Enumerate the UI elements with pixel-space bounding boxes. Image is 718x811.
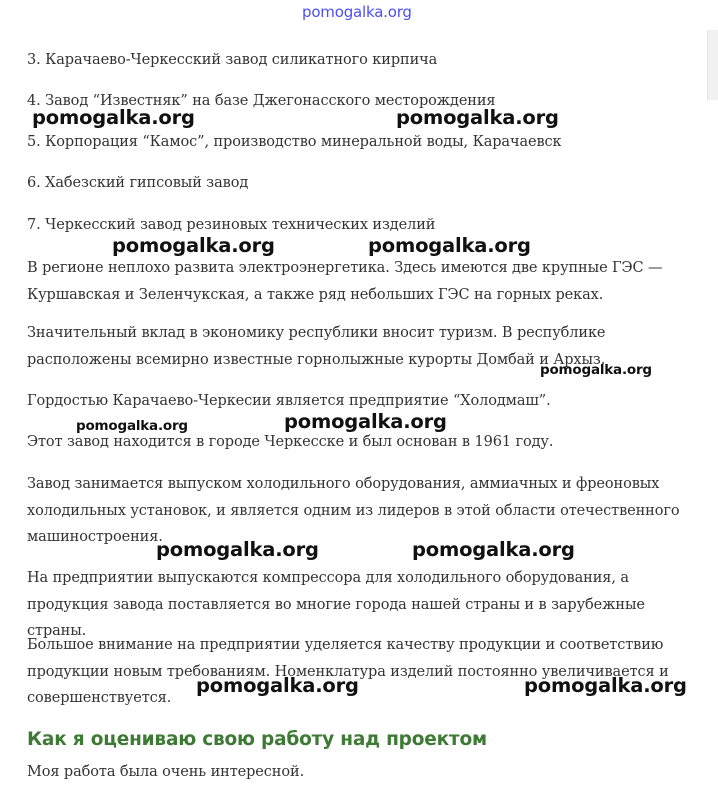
paragraph-compressors: На предприятии выпускаются компрессора для холодильного оборудования, а продукция завода поставляется во многие города нашей страны и в зарубежные страны. xyxy=(27,570,645,639)
list-item: 5. Корпорация “Камос”, производство минеральной воды, Карачаевск xyxy=(27,134,562,150)
watermark-top: pomogalka.org xyxy=(302,3,412,21)
watermark: pomogalka.org xyxy=(412,538,575,561)
paragraph-quality: Большое внимание на предприятии уделяется качеству продукции и соответствию продукции новым требованиям. Номенклатура изделий постоянно увеличивается и совершенствуется. xyxy=(27,637,669,706)
watermark: pomogalka.org xyxy=(524,674,687,697)
list-item: 6. Хабезский гипсовый завод xyxy=(27,175,249,191)
watermark: pomogalka.org xyxy=(76,418,188,434)
list-item: 3. Карачаево-Черкесский завод силикатного кирпича xyxy=(27,52,438,68)
watermark: pomogalka.org xyxy=(396,106,559,129)
paragraph-energy: В регионе неплохо развита электроэнергетика. Здесь имеются две крупные ГЭС — Куршавская и Зеленчукская, а также ряд небольших ГЭС на горных реках. xyxy=(27,260,663,303)
watermark: pomogalka.org xyxy=(540,362,652,378)
watermark: pomogalka.org xyxy=(284,410,447,433)
section-heading: Как я оцениваю свою работу над проектом xyxy=(27,729,487,750)
watermark: pomogalka.org xyxy=(156,538,319,561)
paragraph-kholodmash: Гордостью Карачаево-Черкесии является предприятие “Холодмаш”. xyxy=(27,393,551,409)
paragraph-closing: Моя работа была очень интересной. xyxy=(27,764,305,780)
paragraph-production: Завод занимается выпуском холодильного оборудования, аммиачных и фреоновых холодильных установок, и является одним из лидеров в этой области отечественного машиностроения. xyxy=(27,476,680,545)
paragraph-founded: Этот завод находится в городе Черкесске и был основан в 1961 году. xyxy=(27,434,554,450)
watermark: pomogalka.org xyxy=(32,106,195,129)
list-item: 7. Черкесский завод резиновых технических изделий xyxy=(27,217,436,233)
watermark: pomogalka.org xyxy=(196,674,359,697)
paragraph-tourism: Значительный вклад в экономику республики вносит туризм. В республике расположены всемирно известные горнолыжные курорты Домбай и Архыз. xyxy=(27,325,606,368)
watermark: pomogalka.org xyxy=(112,234,275,257)
watermark: pomogalka.org xyxy=(368,234,531,257)
list-item: 4. Завод “Известняк” на базе Джегонасского месторождения xyxy=(27,93,496,109)
scrollbar[interactable] xyxy=(707,30,718,100)
